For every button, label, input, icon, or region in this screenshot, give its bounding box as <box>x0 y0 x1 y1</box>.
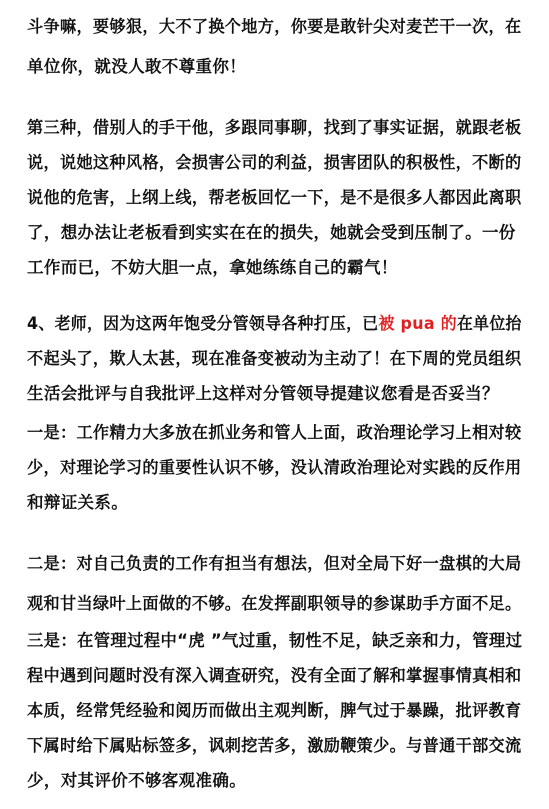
text-line: 第三种，借别人的手干他，多跟同事聊，找到了事实证据，就跟老板 <box>27 118 522 137</box>
question-line: 生活会批评与自我批评上这样对分管领导提建议您看是否妥当？ <box>27 384 499 403</box>
text-line: 单位你，就没人敢不尊重你！ <box>27 57 247 76</box>
question-line <box>27 313 522 335</box>
text-line: 说他的危害，上纲上线，帮老板回忆一下，是不是很多人都因此离职 <box>27 188 522 207</box>
text-line: 少，对理论学习的重要性认识不够，没认清政治理论对实践的反作用 <box>27 458 522 477</box>
text-line: 二是：对自己负责的工作有担当有想法，但对全局下好一盘棋的大局 <box>27 554 522 573</box>
text-line: 斗争嘛，要够狠，大不了换个地方，你要是敢针尖对麦芒干一次，在 <box>27 17 522 36</box>
text-line: 程中遇到问题时没有深入调查研究，没有全面了解和掌握事情真相和 <box>27 666 522 685</box>
text-line: 了，想办法让老板看到实实在在的损失，她就会受到压制了。一份 <box>27 223 516 242</box>
highlighted-text: 被 pua 的 <box>378 314 457 333</box>
text-line: 本质，经常凭经验和阅历而做出主观判断，脾气过于暴躁，批评教育 <box>27 701 522 720</box>
question-text: 在单位抬 <box>456 314 522 333</box>
text-line: 一是：工作精力大多放在抓业务和管人上面，政治理论学习上相对较 <box>27 423 522 442</box>
question-line: 不起头了，欺人太甚，现在准备变被动为主动了！在下周的党员组织 <box>27 349 522 368</box>
text-line: 和辩证关系。 <box>27 493 129 512</box>
text-line: 观和甘当绿叶上面做的不够。在发挥副职领导的参谋助手方面不足。 <box>27 594 522 613</box>
question-text: 4、老师，因为这两年饱受分管领导各种打压，已 <box>27 314 379 333</box>
text-line: 少，对其评价不够客观准确。 <box>27 771 247 790</box>
text-line: 工作而已，不妨大胆一点，拿她练练自己的霸气！ <box>27 258 398 277</box>
text-line: 说，说她这种风格，会损害公司的利益，损害团队的积极性，不断的 <box>27 153 522 172</box>
text-line: 下属时给下属贴标签多，讽刺挖苦多，激励鞭策少。与普通干部交流 <box>27 736 522 755</box>
text-line: 三是：在管理过程中“虎 ”气过重，韧性不足，缺乏亲和力，管理过 <box>27 631 523 650</box>
